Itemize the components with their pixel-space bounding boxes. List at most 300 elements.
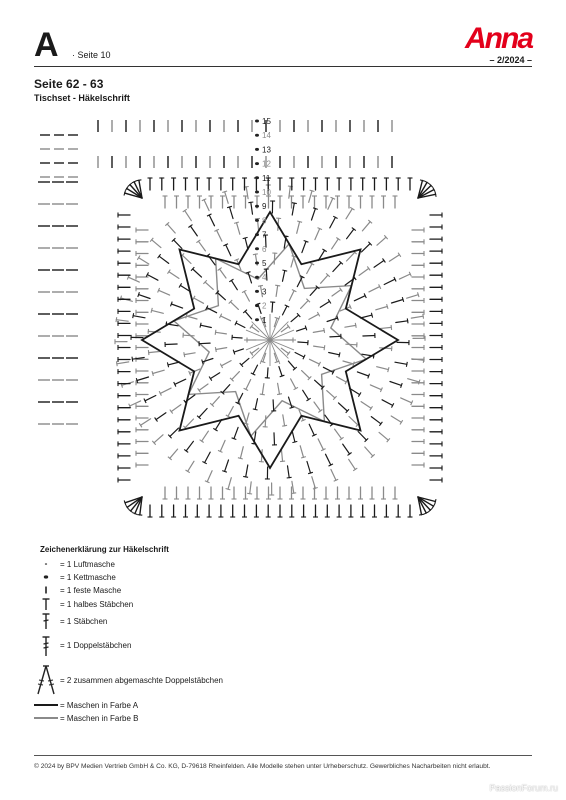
stitch-mark bbox=[231, 280, 237, 289]
stitch-mark bbox=[190, 226, 197, 236]
stitch-mark bbox=[253, 409, 258, 410]
stitch-mark bbox=[370, 385, 381, 390]
watermark: PassionForum.ru bbox=[489, 783, 558, 793]
stitch-mark bbox=[236, 323, 245, 328]
stitch-mark bbox=[314, 346, 325, 348]
stitch-mark bbox=[382, 400, 393, 406]
stitch-mark bbox=[379, 327, 391, 328]
stitch-mark bbox=[137, 377, 149, 381]
stitch-mark bbox=[207, 471, 212, 482]
stitch-mark bbox=[283, 415, 285, 426]
stitch-mark bbox=[128, 277, 139, 282]
stitch-mark bbox=[328, 198, 333, 209]
stitch-mark bbox=[384, 279, 395, 284]
color-b-line-icon bbox=[34, 713, 58, 723]
stitch-mark bbox=[291, 315, 299, 322]
slip-stitch-mark bbox=[255, 290, 259, 293]
stitch-mark bbox=[232, 337, 242, 338]
stitch-mark bbox=[357, 372, 368, 376]
stitch-mark bbox=[186, 441, 193, 451]
stitch-mark bbox=[234, 222, 239, 223]
stitch-mark bbox=[167, 224, 175, 233]
stitch-mark bbox=[251, 202, 253, 214]
stitch-mark bbox=[167, 362, 168, 367]
stitch-mark bbox=[301, 301, 309, 309]
stitch-mark bbox=[215, 347, 216, 352]
stitch-mark bbox=[230, 207, 234, 219]
stitch-mark bbox=[307, 462, 311, 474]
stitch-mark bbox=[362, 244, 371, 252]
stitch-mark bbox=[238, 458, 243, 459]
stitch-mark bbox=[419, 380, 420, 385]
stitch-mark bbox=[188, 461, 194, 471]
legend-item-label: = 1 Kettmasche bbox=[60, 573, 116, 582]
stitch-mark bbox=[170, 428, 179, 436]
stitch-mark bbox=[237, 223, 240, 235]
stitch-mark bbox=[402, 297, 403, 302]
round-number-label: 9 bbox=[262, 202, 267, 212]
stitch-mark bbox=[241, 358, 249, 365]
round-number-label: 5 bbox=[262, 259, 267, 268]
stitch-mark bbox=[407, 318, 408, 323]
stitch-mark bbox=[222, 471, 227, 473]
stitch-mark bbox=[330, 336, 341, 337]
round-number-label: 6 bbox=[262, 244, 267, 254]
stitch-mark bbox=[255, 218, 260, 219]
stitch-mark bbox=[151, 308, 152, 313]
stitch-mark bbox=[371, 417, 381, 424]
stitch-mark bbox=[200, 323, 201, 328]
stitch-mark bbox=[289, 397, 292, 407]
stitch-mark bbox=[281, 449, 282, 461]
stitch-mark bbox=[247, 493, 252, 494]
stitch-mark bbox=[302, 371, 310, 379]
stitch-mark bbox=[244, 291, 249, 301]
stitch-mark bbox=[160, 388, 171, 393]
legend-item-label: = 1 halbes Stäbchen bbox=[60, 600, 134, 609]
stitch-mark bbox=[232, 372, 240, 380]
stitch-mark bbox=[145, 396, 156, 401]
stitch-mark bbox=[262, 384, 264, 395]
stitch-mark bbox=[292, 441, 297, 442]
stitch-mark bbox=[347, 252, 355, 261]
slip-stitch-mark bbox=[255, 191, 259, 194]
stitch-mark bbox=[221, 361, 231, 366]
single-crochet-icon bbox=[34, 584, 58, 596]
stitch-mark bbox=[184, 353, 195, 355]
stitch-mark bbox=[346, 209, 352, 219]
stitch-mark bbox=[253, 365, 258, 374]
logo-a: A bbox=[34, 26, 58, 64]
stitch-mark bbox=[305, 326, 307, 331]
stitch-mark bbox=[183, 335, 194, 336]
stitch-mark bbox=[389, 255, 399, 262]
stitch-mark bbox=[347, 229, 354, 239]
stitch-mark bbox=[282, 270, 287, 271]
stitch-mark bbox=[371, 313, 372, 318]
stitch-mark bbox=[185, 211, 192, 221]
legend-item-label: = 1 Stäbchen bbox=[60, 617, 108, 626]
stitch-mark bbox=[252, 322, 270, 340]
stitch-mark bbox=[318, 439, 323, 450]
stitch-mark bbox=[240, 447, 243, 459]
treble-together-icon bbox=[34, 664, 58, 696]
stitch-mark bbox=[202, 360, 204, 365]
stitch-mark bbox=[308, 472, 313, 473]
stitch-mark bbox=[270, 340, 288, 358]
stitch-mark bbox=[321, 275, 328, 283]
legend-item-label: = 1 Doppelstäbchen bbox=[60, 641, 132, 650]
stitch-mark bbox=[252, 340, 270, 358]
stitch-mark bbox=[165, 344, 177, 345]
stitch-mark bbox=[138, 292, 140, 297]
stitch-mark bbox=[248, 202, 253, 203]
stitch-mark bbox=[387, 304, 388, 309]
stitch-mark bbox=[320, 301, 329, 307]
stitch-mark bbox=[225, 460, 229, 471]
stitch-mark bbox=[194, 298, 204, 303]
stitch-mark bbox=[245, 311, 252, 319]
stitch-mark bbox=[297, 328, 306, 331]
stitch-mark bbox=[231, 302, 239, 310]
slip-stitch-mark bbox=[255, 162, 259, 165]
stitch-mark bbox=[343, 444, 350, 454]
stitch-mark bbox=[288, 466, 290, 478]
stitch-mark bbox=[147, 275, 158, 281]
round-number-label: 12 bbox=[262, 159, 271, 169]
round-number-label: 14 bbox=[262, 131, 271, 141]
stitch-mark bbox=[313, 488, 318, 490]
stitch-mark bbox=[227, 206, 232, 207]
slip-stitch-mark bbox=[255, 176, 259, 179]
slip-stitch-mark bbox=[255, 219, 259, 222]
stitch-mark bbox=[198, 241, 205, 251]
stitch-mark bbox=[267, 368, 268, 378]
stitch-mark bbox=[283, 271, 285, 282]
stitch-mark bbox=[354, 296, 365, 301]
stitch-mark bbox=[355, 323, 356, 328]
round-number-label: 8 bbox=[262, 216, 267, 226]
brand-logo: Anna bbox=[465, 22, 532, 55]
stitch-mark bbox=[330, 217, 336, 228]
stitch-mark bbox=[298, 342, 308, 343]
stitch-mark bbox=[329, 353, 340, 355]
stitch-mark bbox=[199, 343, 210, 344]
stitch-mark bbox=[388, 367, 389, 372]
stitch-mark bbox=[337, 316, 339, 321]
stitch-mark bbox=[265, 416, 266, 427]
stitch-mark bbox=[335, 429, 342, 439]
stitch-mark bbox=[234, 427, 238, 438]
slip-stitch-mark bbox=[255, 276, 259, 279]
round-number-label: 3 bbox=[262, 287, 267, 297]
stitch-mark bbox=[274, 253, 275, 264]
stitch-mark bbox=[376, 307, 388, 310]
stitch-mark bbox=[154, 435, 163, 443]
stitch-mark bbox=[363, 336, 375, 337]
round-number-label: 10 bbox=[262, 188, 271, 197]
stitch-mark bbox=[337, 377, 347, 382]
stitch-mark bbox=[411, 316, 423, 318]
stitch-mark bbox=[233, 350, 235, 355]
stitch-mark bbox=[391, 416, 401, 422]
legend-title: Zeichenerklärung zur Häkelschrift bbox=[40, 545, 169, 554]
slip-stitch-mark bbox=[255, 262, 259, 265]
stitch-mark bbox=[369, 287, 380, 292]
stitch-mark bbox=[309, 424, 314, 435]
stitch-mark bbox=[217, 230, 222, 241]
stitch-mark bbox=[292, 203, 294, 215]
stitch-mark bbox=[210, 373, 219, 379]
slip-stitch-mark bbox=[255, 304, 259, 307]
round-number-label: 11 bbox=[262, 173, 271, 183]
stitch-mark bbox=[332, 239, 339, 249]
stitch-mark bbox=[326, 454, 331, 465]
stitch-mark bbox=[246, 465, 248, 477]
stitch-mark bbox=[303, 390, 309, 399]
stitch-mark bbox=[159, 256, 169, 263]
stitch-mark bbox=[408, 379, 420, 382]
stitch-mark bbox=[312, 209, 316, 220]
slip-stitch-mark bbox=[255, 148, 259, 151]
stitch-mark bbox=[309, 191, 312, 203]
stitch-mark bbox=[216, 332, 227, 334]
stitch-mark bbox=[199, 384, 208, 390]
stitch-mark bbox=[331, 469, 336, 480]
stitch-mark bbox=[307, 264, 312, 274]
stitch-mark bbox=[278, 383, 280, 394]
stitch-mark bbox=[313, 331, 324, 333]
stitch-mark bbox=[273, 400, 274, 411]
stitch-mark bbox=[226, 489, 231, 490]
stitch-mark bbox=[362, 222, 370, 231]
legend-item-label: = Maschen in Farbe B bbox=[60, 714, 139, 723]
stitch-mark bbox=[295, 353, 304, 358]
stitch-mark bbox=[435, 499, 436, 504]
stitch-mark bbox=[339, 352, 340, 357]
stitch-mark bbox=[435, 192, 436, 197]
stitch-mark bbox=[175, 379, 186, 384]
stitch-mark bbox=[124, 191, 125, 196]
stitch-mark bbox=[139, 258, 149, 264]
stitch-mark bbox=[313, 208, 318, 210]
stitch-mark bbox=[193, 269, 202, 277]
stitch-mark bbox=[260, 394, 265, 395]
stitch-mark bbox=[148, 350, 149, 355]
legend-item-label: = Maschen in Farbe A bbox=[60, 701, 139, 710]
round-number-label: 4 bbox=[262, 273, 267, 283]
stitch-mark bbox=[226, 245, 231, 256]
stitch-mark bbox=[255, 399, 257, 410]
stitch-mark bbox=[420, 180, 425, 181]
slip-stitch-mark bbox=[255, 120, 259, 123]
stitch-mark bbox=[272, 302, 273, 312]
stitch-mark bbox=[212, 397, 219, 405]
stitch-mark bbox=[401, 398, 412, 403]
stitch-mark bbox=[302, 241, 306, 252]
stitch-mark bbox=[396, 321, 408, 323]
stitch-mark bbox=[301, 457, 306, 458]
stitch-mark bbox=[152, 310, 164, 313]
stitch-mark bbox=[292, 481, 294, 493]
stitch-mark bbox=[225, 192, 229, 204]
slip-stitch-mark bbox=[255, 233, 259, 236]
stitch-mark bbox=[359, 268, 369, 275]
stitch-mark bbox=[253, 254, 258, 255]
stitch-mark bbox=[171, 304, 182, 308]
stitch-mark bbox=[117, 361, 118, 366]
stitch-mark bbox=[169, 272, 179, 279]
stitch-mark bbox=[221, 316, 231, 321]
stitch-mark bbox=[152, 371, 153, 376]
stitch-mark bbox=[290, 407, 295, 409]
stitch-mark bbox=[332, 290, 341, 296]
stitch-mark bbox=[258, 285, 263, 286]
stitch-mark bbox=[287, 477, 292, 478]
stitch-mark bbox=[349, 417, 358, 425]
stitch-mark bbox=[289, 291, 294, 301]
stitch-mark bbox=[315, 229, 320, 240]
round-number-label: 2 bbox=[262, 301, 267, 311]
stitch-mark bbox=[117, 362, 129, 364]
legend-item-label: = 1 feste Masche bbox=[60, 586, 122, 595]
stitch-mark bbox=[152, 240, 161, 248]
stitch-mark bbox=[153, 370, 165, 373]
legend-item-label: = 1 Luftmasche bbox=[60, 560, 115, 569]
stitch-mark bbox=[130, 401, 141, 406]
stitch-mark bbox=[141, 419, 151, 426]
stitch-mark bbox=[156, 413, 166, 420]
stitch-mark bbox=[170, 449, 178, 458]
stitch-mark bbox=[205, 452, 211, 463]
slip-stitch-mark bbox=[255, 247, 259, 250]
stitch-mark bbox=[314, 402, 320, 411]
stitch-mark bbox=[339, 403, 348, 411]
stitch-mark bbox=[243, 476, 248, 477]
stitch-mark bbox=[202, 431, 209, 441]
footer-divider bbox=[34, 755, 532, 756]
stitch-mark bbox=[280, 461, 285, 462]
slip-stitch-mark bbox=[255, 318, 259, 321]
stitch-mark bbox=[292, 203, 297, 204]
stitch-mark bbox=[228, 478, 231, 490]
color-a-line-icon bbox=[34, 700, 58, 710]
stitch-mark bbox=[280, 375, 285, 377]
stitch-mark bbox=[423, 314, 424, 319]
stitch-mark bbox=[365, 447, 373, 456]
stitch-mark bbox=[185, 419, 193, 428]
page-reference: · Seite 10 bbox=[72, 50, 111, 60]
stitch-mark bbox=[310, 359, 320, 364]
stitch-mark bbox=[246, 187, 248, 199]
round-number-label: 7 bbox=[262, 230, 267, 240]
stitch-mark bbox=[275, 285, 280, 286]
stitch-mark bbox=[391, 325, 392, 330]
stitch-mark bbox=[184, 352, 185, 357]
section-subtitle: Tischset - Häkelschrift bbox=[34, 93, 130, 103]
stitch-mark bbox=[377, 237, 386, 245]
slip-stitch-mark bbox=[255, 205, 259, 208]
stitch-mark bbox=[203, 359, 213, 362]
stitch-mark bbox=[139, 295, 150, 299]
stitch-mark bbox=[418, 292, 420, 297]
stitch-mark bbox=[279, 367, 282, 376]
stitch-mark bbox=[349, 459, 356, 469]
stitch-mark bbox=[297, 222, 300, 234]
stitch-mark bbox=[137, 515, 142, 516]
stitch-mark bbox=[377, 367, 389, 370]
stitch-mark bbox=[124, 500, 126, 505]
stitch-mark bbox=[116, 317, 117, 322]
stitch-mark bbox=[133, 316, 145, 318]
stitch-mark bbox=[392, 300, 404, 304]
chain-stitch-icon bbox=[34, 558, 58, 570]
double-crochet-icon bbox=[34, 611, 58, 631]
stitch-mark bbox=[358, 432, 366, 441]
stitch-mark bbox=[246, 380, 251, 390]
stitch-mark bbox=[324, 328, 325, 333]
stitch-mark bbox=[379, 432, 388, 440]
stitch-mark bbox=[327, 318, 337, 321]
stitch-mark bbox=[215, 330, 216, 335]
stitch-mark bbox=[346, 344, 357, 345]
stitch-mark bbox=[283, 306, 288, 315]
stitch-mark bbox=[220, 440, 225, 451]
stitch-mark bbox=[243, 237, 248, 238]
stitch-mark bbox=[276, 286, 278, 297]
stitch-mark bbox=[309, 314, 319, 319]
section-title: Seite 62 - 63 bbox=[34, 77, 104, 91]
stitch-mark bbox=[149, 351, 161, 352]
stitch-mark bbox=[204, 200, 209, 211]
stitch-mark bbox=[277, 394, 282, 395]
stitch-mark bbox=[132, 357, 133, 362]
stitch-mark bbox=[282, 425, 287, 426]
stitch-mark bbox=[300, 446, 303, 458]
stitch-mark bbox=[374, 260, 384, 267]
stitch-mark bbox=[333, 263, 341, 272]
stitch-mark bbox=[133, 313, 134, 318]
round-number-label: 1 bbox=[262, 315, 267, 325]
stitch-mark bbox=[401, 383, 403, 388]
stitch-mark bbox=[201, 325, 212, 327]
stitch-mark bbox=[174, 240, 182, 249]
stitch-mark bbox=[234, 349, 243, 352]
stitch-mark bbox=[406, 362, 407, 367]
stitch-mark bbox=[327, 391, 335, 398]
stitch-mark bbox=[220, 269, 226, 278]
half-double-crochet-icon bbox=[34, 596, 58, 612]
legend-item-label: = 2 zusammen abgemaschte Doppelstäbchen bbox=[60, 676, 223, 685]
stitch-mark bbox=[270, 322, 288, 340]
round-number-label: 15 bbox=[262, 117, 271, 126]
treble-crochet-icon bbox=[34, 634, 58, 658]
stitch-mark bbox=[159, 290, 170, 295]
stitch-mark bbox=[228, 407, 233, 417]
stitch-mark bbox=[407, 295, 419, 299]
stitch-mark bbox=[246, 272, 251, 274]
issue-number: – 2/2024 – bbox=[489, 55, 532, 65]
stitch-mark bbox=[291, 379, 296, 389]
stitch-mark bbox=[390, 382, 401, 386]
stitch-mark bbox=[345, 325, 356, 327]
stitch-mark bbox=[324, 345, 325, 350]
stitch-mark bbox=[209, 215, 214, 226]
stitch-mark bbox=[182, 255, 191, 263]
stitch-mark bbox=[199, 409, 207, 418]
stitch-mark bbox=[250, 482, 252, 494]
stitch-mark bbox=[399, 274, 410, 279]
